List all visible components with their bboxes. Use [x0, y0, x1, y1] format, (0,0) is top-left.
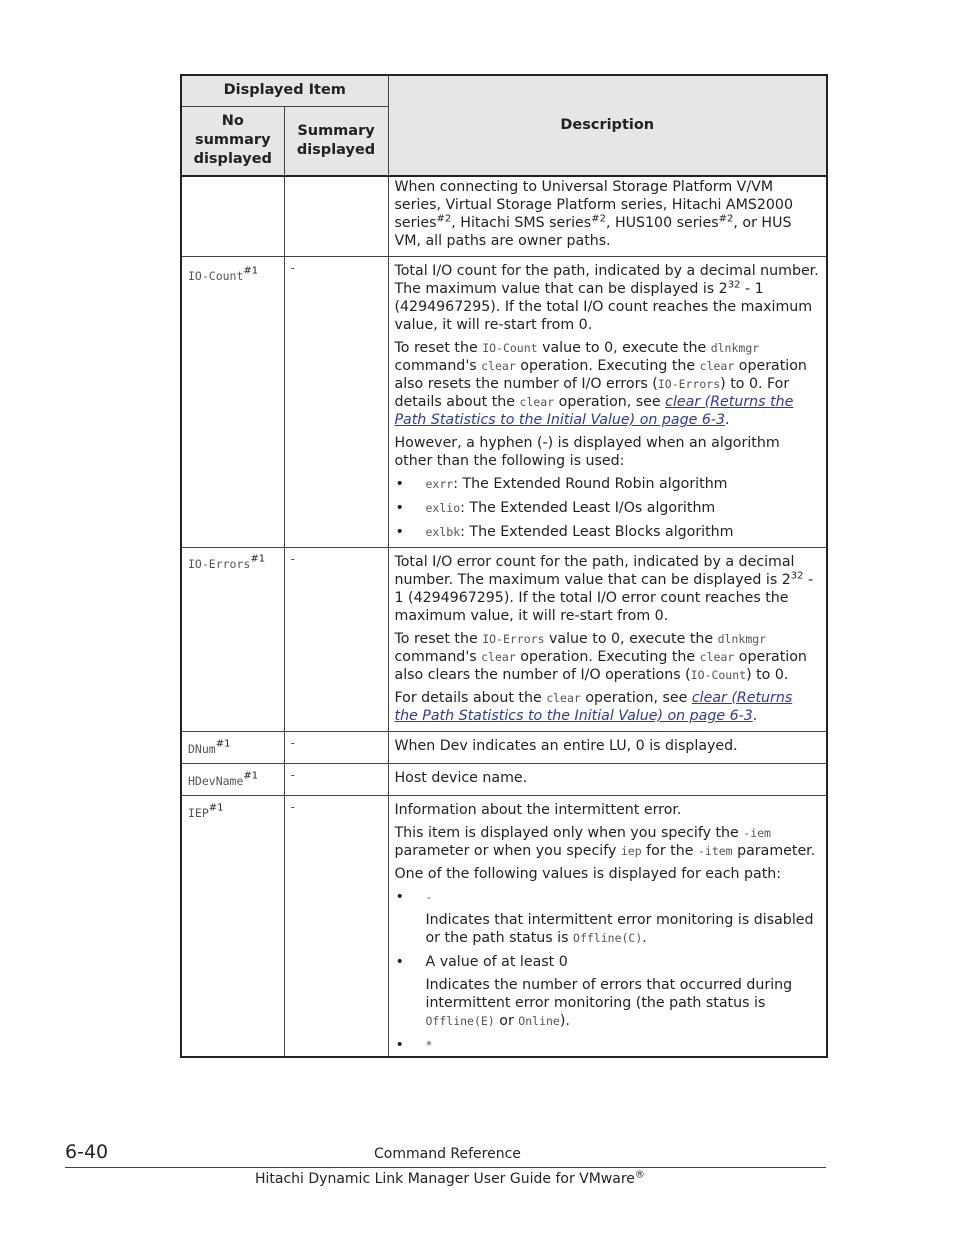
table-row [181, 764, 827, 796]
text: operation, see [580, 690, 692, 706]
footer-divider [65, 1167, 826, 1168]
value-list [395, 888, 821, 1054]
row0-text-b: , Hitachi SMS series [451, 215, 592, 231]
io-errors-item: IO-Errors [188, 557, 251, 571]
code: clear [699, 359, 735, 373]
summary-cell: - [284, 764, 388, 796]
description-cell [388, 176, 827, 257]
reference-table [180, 74, 828, 1058]
text: command's [394, 358, 482, 374]
hdevname-item: HDevName [188, 774, 244, 788]
iep-item-sup: #1 [208, 802, 224, 814]
section-title: Command Reference [374, 1146, 521, 1162]
clear-link[interactable]: clear (Returns the Path Statistics to the Initial Value) on page 6-3 [394, 690, 793, 724]
code: -item [697, 844, 733, 858]
list-item-detail [426, 976, 821, 1030]
description-cell [388, 796, 827, 1058]
code: Offline(E) [425, 1014, 495, 1028]
code: dlnkmgr [717, 632, 767, 646]
iep-p1: Information about the intermittent error. [394, 802, 682, 818]
iep-p3: One of the following values is displayed for each path: [394, 866, 782, 882]
table-row [181, 732, 827, 764]
summary-cell: - [284, 257, 388, 548]
row0-text-a: When connecting to Universal Storage Platform V/VM series, Virtual Storage Platform series, Hitachi AMS2000 series [394, 179, 793, 231]
code: * [425, 1038, 433, 1052]
io-count-item: IO-Count [188, 269, 244, 283]
io-errors-p1 [395, 553, 821, 625]
text: operation, see [554, 394, 666, 410]
text: parameter or when you specify [394, 843, 621, 859]
table-row [181, 257, 827, 548]
text: value to 0, execute the [544, 631, 718, 647]
text: . [752, 708, 758, 724]
item-cell [181, 796, 284, 1058]
code: IO-Count [482, 341, 538, 355]
header-no-summary: No summary displayed [181, 106, 284, 176]
code: clear [546, 691, 581, 705]
code: exlio [425, 501, 461, 515]
io-count-p2 [395, 339, 821, 429]
registered-mark: ® [634, 1169, 645, 1181]
io-count-p3: However, a hyphen (-) is displayed when an algorithm other than the following is used: [394, 435, 780, 469]
text: Total I/O error count for the path, indicated by a decimal number. The maximum value that can be displayed is 2 [394, 554, 795, 588]
list-item [395, 499, 821, 517]
code: clear [481, 359, 516, 373]
text: To reset the [394, 631, 483, 647]
header-displayed-item: Displayed Item [181, 75, 388, 106]
text: or [494, 1013, 519, 1029]
description-cell: When Dev indicates an entire LU, 0 is displayed. [388, 732, 827, 764]
io-count-p1 [395, 262, 821, 334]
description-cell: Host device name. [388, 764, 827, 796]
item-cell [181, 176, 284, 257]
text: . [725, 412, 730, 428]
code: dlnkmgr [710, 341, 760, 355]
text: : The Extended Round Robin algorithm [453, 476, 728, 492]
code: clear [481, 650, 516, 664]
item-cell [181, 732, 284, 764]
text: operation. Executing the [515, 649, 700, 665]
code: - [425, 890, 433, 904]
io-errors-p3 [395, 689, 821, 725]
page-number: 6-40 [65, 1141, 109, 1163]
code: -iem [743, 826, 771, 840]
description-cell [388, 257, 827, 548]
superscript: 32 [790, 570, 804, 582]
text: ). [559, 1013, 570, 1029]
text: command's [394, 649, 482, 665]
list-item [395, 523, 821, 541]
row0-text-d: , or HUS VM, all paths are owner paths. [394, 215, 792, 249]
text: A value of at least 0 [425, 954, 568, 970]
text: . [642, 930, 647, 946]
text: : The Extended Least Blocks algorithm [460, 524, 734, 540]
code: clear [519, 395, 555, 409]
text: Indicates that intermittent error monitoring is disabled or the path status is [425, 912, 814, 946]
text: operation also resets the number of I/O errors ( [394, 358, 807, 392]
algorithm-list [395, 475, 821, 541]
table-row [181, 176, 827, 257]
header-description: Description [388, 75, 827, 176]
text: - 1 (4294967295). If the total I/O error count reaches the maximum value, it will re-start from 0. [394, 572, 814, 624]
text: : The Extended Least I/Os algorithm [460, 500, 716, 516]
summary-cell [284, 176, 388, 257]
item-cell [181, 764, 284, 796]
io-errors-item-sup: #1 [250, 553, 266, 565]
dnum-item-sup: #1 [215, 738, 231, 750]
row0-text-c: , HUS100 series [605, 215, 719, 231]
book-title [255, 1171, 645, 1187]
text: ) to 0. For details about the [394, 376, 790, 410]
text: for the [641, 843, 698, 859]
row0-sup3: #2 [718, 213, 734, 225]
row0-sup2: #2 [591, 213, 606, 225]
code: iep [620, 844, 642, 858]
iep-item: IEP [188, 806, 209, 820]
list-item [395, 953, 821, 1030]
clear-link[interactable]: clear (Returns the Path Statistics to the Initial Value) on page 6-3 [394, 394, 794, 428]
list-item [395, 888, 821, 947]
io-errors-p2 [395, 630, 821, 684]
code: Online [518, 1014, 560, 1028]
text: For details about the [394, 690, 547, 706]
iep-p2 [395, 824, 821, 860]
superscript: 32 [727, 279, 741, 291]
text: operation. Executing the [515, 358, 700, 374]
row0-sup1: #2 [436, 213, 452, 225]
text: Indicates the number of errors that occurred during intermittent error monitoring (the path status is [425, 977, 793, 1011]
code: clear [699, 650, 735, 664]
code: IO-Errors [657, 377, 721, 391]
text: value to 0, execute the [537, 340, 711, 356]
text: operation also clears the number of I/O operations ( [394, 649, 807, 683]
book-title-text: Hitachi Dynamic Link Manager User Guide for VMware [255, 1171, 635, 1187]
summary-cell: - [284, 796, 388, 1058]
list-item-detail [426, 911, 821, 947]
summary-cell: - [284, 548, 388, 732]
table-row [181, 548, 827, 732]
code: IO-Count [690, 668, 747, 682]
code: exrr [425, 477, 454, 491]
list-item [395, 1036, 821, 1054]
text: This item is displayed only when you specify the [394, 825, 744, 841]
dnum-item: DNum [188, 742, 216, 756]
code: exlbk [425, 525, 461, 539]
table-row [181, 796, 827, 1058]
item-cell [181, 257, 284, 548]
list-item [395, 475, 821, 493]
summary-cell: - [284, 732, 388, 764]
item-cell [181, 548, 284, 732]
header-summary: Summary displayed [284, 106, 388, 176]
io-count-item-sup: #1 [243, 265, 259, 277]
text: To reset the [394, 340, 483, 356]
code: IO-Errors [482, 632, 545, 646]
description-cell [388, 548, 827, 732]
code: Offline(C) [573, 931, 643, 945]
hdevname-item-sup: #1 [243, 770, 259, 782]
text: Total I/O count for the path, indicated by a decimal number. The maximum value that can be displayed is 2 [394, 263, 819, 297]
text: parameter. [732, 843, 816, 859]
text: ) to 0. [746, 667, 789, 683]
text: - 1 (4294967295). If the total I/O count reaches the maximum value, it will re-start from 0. [394, 281, 813, 333]
